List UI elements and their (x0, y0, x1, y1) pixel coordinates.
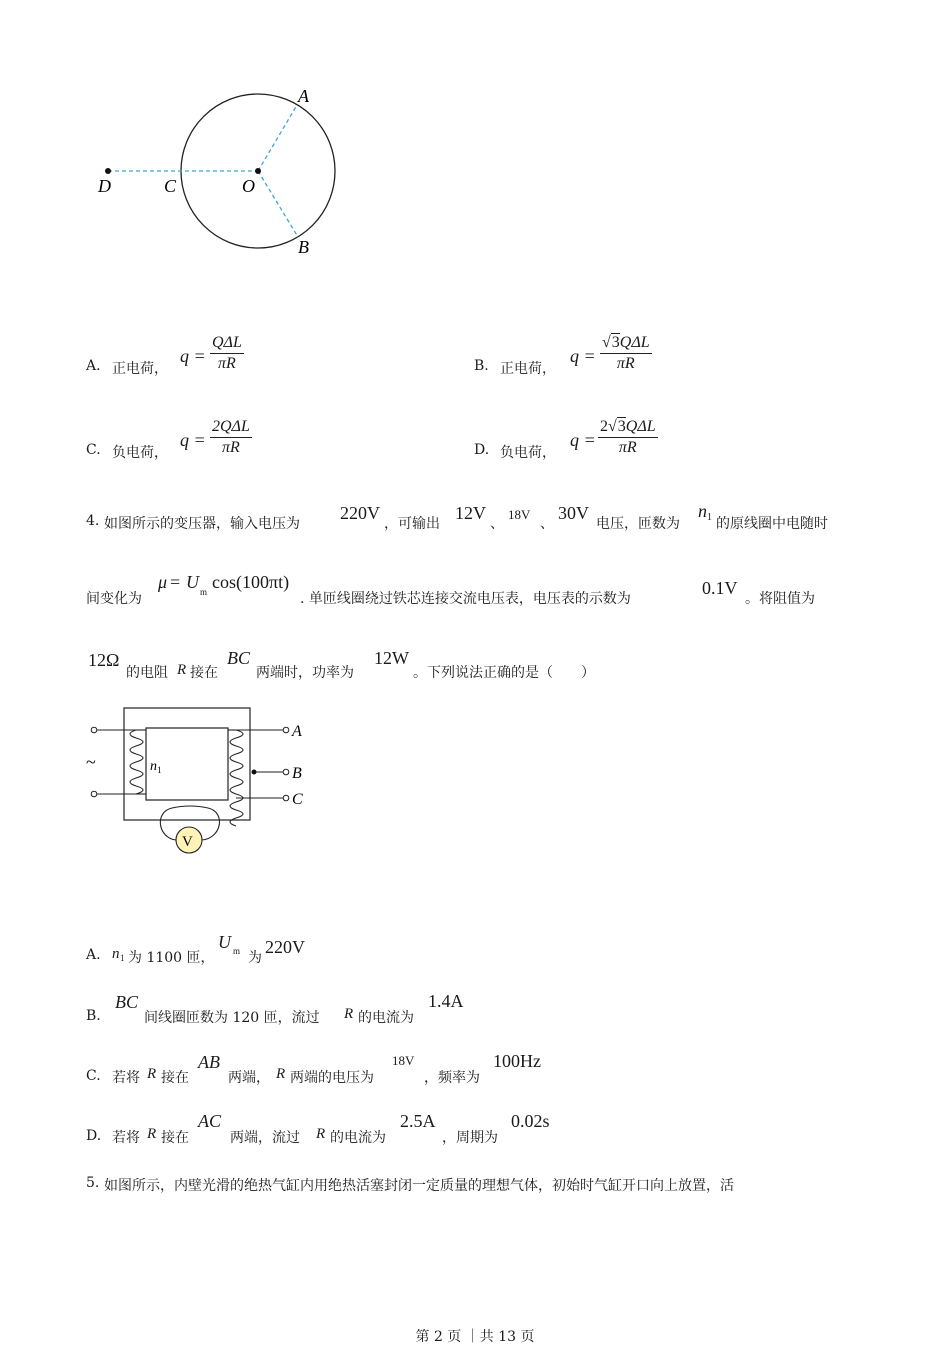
radicand: 3 (611, 334, 620, 351)
option-letter: A. (86, 947, 101, 963)
option-text: ，周期为 (442, 1130, 498, 1146)
sqrt-symbol: √ (602, 334, 611, 351)
fraction (598, 417, 658, 457)
r-symbol: R (177, 662, 187, 678)
fraction (210, 334, 244, 373)
r-symbol: R (147, 1126, 157, 1142)
label-c: C (164, 176, 177, 196)
terminal-b (283, 769, 289, 775)
option-text: 正电荷， (500, 361, 556, 377)
stem-text: . 单匝线圈绕过铁芯连接交流电压表，电压表的示数为 (300, 591, 631, 607)
label-b: B (298, 237, 309, 257)
terminal-c (283, 795, 289, 801)
n-subscript: 1 (120, 953, 125, 963)
value-220v: 220V (265, 937, 305, 957)
primary-terminal-bottom (91, 791, 97, 797)
denominator: πR (618, 439, 637, 456)
ac-symbol: AC (198, 1111, 222, 1131)
u-subscript: m (233, 946, 241, 956)
option-letter: B. (474, 358, 489, 374)
denominator: πR (218, 355, 236, 372)
option-text: 两端， (228, 1070, 270, 1086)
stem-text: 间变化为 (86, 591, 142, 607)
r-symbol: R (276, 1066, 286, 1082)
option-text: 若将 (112, 1130, 140, 1146)
stem-text: ，可输出 (384, 516, 440, 532)
dashed-line-oa (258, 105, 297, 171)
option-letter: D. (474, 442, 490, 458)
value-18v: 18V (508, 507, 531, 522)
option-text: 负电荷， (500, 445, 556, 461)
label-d: D (98, 176, 111, 196)
option-text: 负电荷， (112, 445, 168, 461)
numerator (600, 333, 652, 354)
transformer-figure (84, 700, 324, 860)
u-subscript: m (200, 587, 208, 597)
ac-source-symbol: ~ (86, 752, 96, 772)
stem-text: 两端时，功率为 (256, 665, 354, 681)
label-b: B (292, 765, 302, 782)
option-letter: A. (86, 358, 101, 374)
option-letter: C. (86, 442, 101, 458)
value-100hz: 100Hz (493, 1051, 541, 1071)
point-d (105, 168, 111, 174)
core-inner (146, 728, 228, 800)
stem-text: 。将阻值为 (745, 591, 815, 607)
label-a: A (292, 723, 302, 740)
option-letter: B. (86, 1008, 101, 1024)
page-footer: 第 2 页 ｜共 13 页 (415, 1329, 535, 1345)
option-text: 若将 (112, 1070, 140, 1086)
primary-terminal-top (91, 727, 97, 733)
formula-lhs: q = (180, 346, 206, 366)
formula-lhs: q = (570, 430, 596, 450)
option-letter: C. (86, 1068, 101, 1084)
stem-text: 如图所示的变压器，输入电压为 (104, 516, 300, 532)
value-12w: 12W (374, 648, 409, 668)
question-number: 4. (86, 513, 100, 529)
label-o: O (242, 176, 255, 196)
option-text: 为 1100 匝， (128, 950, 215, 966)
label-c: C (292, 791, 303, 808)
terminal-a (283, 727, 289, 733)
value-30v: 30V (558, 503, 589, 523)
point-o (255, 168, 261, 174)
circle-figure (90, 80, 350, 270)
option-text: 的电流为 (330, 1130, 386, 1146)
numerator: QΔL (210, 334, 244, 354)
value-18v: 18V (392, 1053, 415, 1068)
option-text: 两端的电压为 (290, 1070, 374, 1086)
value-0-02s: 0.02s (511, 1111, 550, 1131)
n-subscript: 1 (707, 512, 712, 523)
bc-symbol: BC (115, 992, 139, 1012)
value-12-ohm: 12Ω (88, 650, 120, 670)
radicand: 3 (617, 418, 626, 435)
stem-text: 、 (490, 516, 504, 532)
option-text: 两端，流过 (230, 1130, 300, 1146)
primary-coil (130, 730, 146, 794)
numerator: 2QΔL (210, 418, 252, 438)
option-letter: D. (86, 1128, 102, 1144)
cos-expression: cos(100πt) (212, 572, 290, 592)
u-symbol: U (218, 932, 231, 952)
mu-symbol: μ (158, 572, 168, 592)
fraction (600, 333, 652, 373)
stem-text: 电压，匝数为 (596, 516, 680, 532)
ab-symbol: AB (198, 1052, 220, 1072)
numerator-rest: QΔL (619, 334, 650, 351)
stem-text: 。下列说法正确的是（ ） (413, 665, 595, 681)
tap-b-dot (252, 770, 257, 775)
equals-sign: = (170, 572, 181, 592)
value-12v: 12V (455, 503, 486, 523)
label-a: A (298, 86, 309, 106)
value-0-1v: 0.1V (702, 578, 738, 598)
option-text: 间线圈匝数为 120 匝，流过 (144, 1010, 320, 1026)
fraction (210, 418, 252, 457)
question-number: 5. (86, 1175, 100, 1191)
n-symbol: n (698, 501, 707, 521)
stem-text: 的电阻 (126, 665, 168, 681)
denominator: πR (616, 355, 635, 372)
value-2-5a: 2.5A (400, 1111, 436, 1131)
option-text: ，频率为 (424, 1070, 480, 1086)
n1-label: $n_1$ (150, 759, 162, 775)
option-text: 接在 (161, 1130, 189, 1146)
denominator: πR (222, 439, 240, 456)
stem-text: 、 (540, 516, 554, 532)
numerator-rest: QΔL (625, 418, 656, 435)
voltmeter-label: V (182, 834, 193, 850)
numerator (598, 417, 658, 438)
stem-text: 接在 (190, 665, 218, 681)
value-1-4a: 1.4A (428, 991, 464, 1011)
option-text: 为 (248, 950, 262, 966)
core-outer (124, 708, 250, 820)
sqrt-symbol: 2√ (600, 418, 617, 435)
secondary-coil (228, 730, 243, 826)
value-input-voltage: 220V (340, 503, 380, 523)
option-text: 的电流为 (358, 1010, 414, 1026)
r-symbol: R (147, 1066, 157, 1082)
bc-symbol: BC (227, 648, 251, 668)
r-symbol: R (316, 1126, 326, 1142)
option-text: 接在 (161, 1070, 189, 1086)
formula-lhs: q = (180, 430, 206, 450)
n-symbol: n (112, 946, 120, 962)
option-text: 正电荷， (112, 361, 168, 377)
dashed-line-ob (258, 171, 298, 237)
formula-lhs: q = (570, 346, 596, 366)
r-symbol: R (344, 1006, 354, 1022)
stem-text: 的原线圈中电随时 (716, 516, 828, 532)
stem-text: 如图所示，内壁光滑的绝热气缸内用绝热活塞封闭一定质量的理想气体，初始时气缸开口向上放置，活 (104, 1178, 734, 1194)
u-symbol: U (186, 572, 199, 592)
